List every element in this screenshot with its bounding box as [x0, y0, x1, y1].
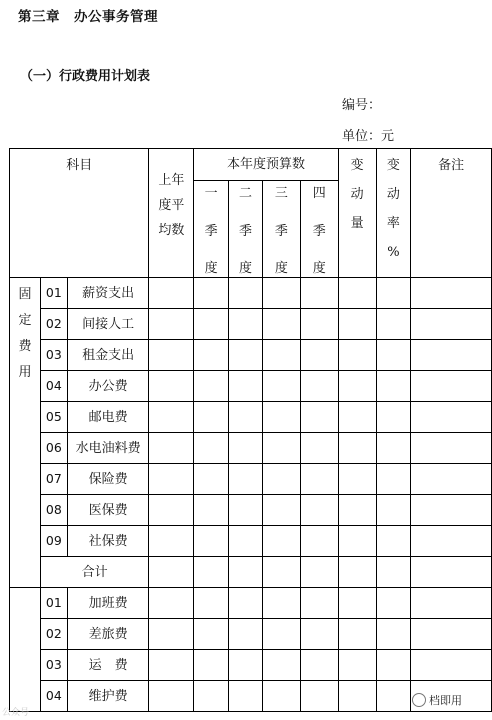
row-value-cell[interactable] [338, 588, 376, 619]
row-value-cell[interactable] [149, 526, 194, 557]
unit-label: 单位：元 [342, 129, 395, 144]
row-item-name: 办公费 [67, 371, 149, 402]
row-value-cell[interactable] [149, 681, 194, 712]
row-value-cell[interactable] [149, 371, 194, 402]
row-item-name: 医保费 [67, 495, 149, 526]
code-label: 编号： [342, 98, 382, 113]
row-number: 07 [40, 464, 67, 495]
row-value-cell[interactable] [194, 619, 229, 650]
row-value-cell[interactable] [229, 650, 263, 681]
row-number: 01 [40, 278, 67, 309]
row-number: 09 [40, 526, 67, 557]
row-item-name: 间接人工 [67, 309, 149, 340]
row-value-cell[interactable] [229, 309, 263, 340]
row-value-cell[interactable] [338, 340, 376, 371]
row-value-cell[interactable] [300, 278, 338, 309]
row-value-cell[interactable] [229, 433, 263, 464]
row-item-name: 运 费 [67, 650, 149, 681]
row-item-name: 差旅费 [67, 619, 149, 650]
row-value-cell[interactable] [194, 526, 229, 557]
watermark-right: 档即用 [412, 692, 462, 708]
subtotal-value-cell[interactable] [262, 557, 300, 588]
table-row [10, 495, 492, 526]
header-quarter-3: 三 季 度 [262, 181, 300, 278]
row-value-cell[interactable] [300, 495, 338, 526]
table-row [10, 371, 492, 402]
category-variable-costs [10, 588, 41, 712]
row-number: 01 [40, 588, 67, 619]
row-value-cell[interactable] [300, 526, 338, 557]
row-value-cell[interactable] [300, 371, 338, 402]
table-row [10, 433, 492, 464]
header-subject: 科目 [10, 149, 149, 278]
row-value-cell[interactable] [194, 371, 229, 402]
watermark-left: 公众号 [2, 708, 30, 718]
row-value-cell[interactable] [149, 402, 194, 433]
row-number: 03 [40, 650, 67, 681]
row-value-cell[interactable] [149, 340, 194, 371]
row-value-cell[interactable] [262, 681, 300, 712]
row-value-cell[interactable] [229, 681, 263, 712]
row-value-cell[interactable] [262, 464, 300, 495]
row-value-cell[interactable] [194, 278, 229, 309]
row-value-cell[interactable] [338, 464, 376, 495]
table-row [10, 402, 492, 433]
row-item-name: 水电油料费 [67, 433, 149, 464]
row-value-cell[interactable] [149, 619, 194, 650]
header-change-amount: 变 动 量 [338, 149, 376, 278]
row-value-cell[interactable] [411, 433, 492, 464]
row-value-cell[interactable] [229, 371, 263, 402]
row-value-cell[interactable] [194, 681, 229, 712]
row-value-cell[interactable] [194, 588, 229, 619]
row-value-cell[interactable] [262, 619, 300, 650]
row-value-cell[interactable] [229, 464, 263, 495]
table-row [10, 650, 492, 681]
subtotal-value-cell[interactable] [149, 557, 194, 588]
category-fixed-costs: 固 定 费 用 [10, 278, 41, 588]
subtotal-value-cell[interactable] [376, 557, 411, 588]
row-value-cell[interactable] [338, 402, 376, 433]
row-item-name: 加班费 [67, 588, 149, 619]
row-item-name: 社保费 [67, 526, 149, 557]
row-value-cell[interactable] [194, 464, 229, 495]
section-title: （一）行政费用计划表 [20, 69, 151, 84]
row-value-cell[interactable] [411, 526, 492, 557]
row-value-cell[interactable] [411, 619, 492, 650]
row-item-name: 保险费 [67, 464, 149, 495]
row-value-cell[interactable] [376, 588, 411, 619]
row-item-name: 薪资支出 [67, 278, 149, 309]
row-value-cell[interactable] [300, 619, 338, 650]
row-value-cell[interactable] [300, 588, 338, 619]
row-value-cell[interactable] [300, 340, 338, 371]
row-value-cell[interactable] [262, 402, 300, 433]
row-value-cell[interactable] [338, 526, 376, 557]
row-value-cell[interactable] [262, 433, 300, 464]
row-number: 04 [40, 371, 67, 402]
table-row [10, 526, 492, 557]
subtotal-value-cell[interactable] [229, 557, 263, 588]
row-value-cell[interactable] [149, 464, 194, 495]
row-value-cell[interactable] [229, 278, 263, 309]
row-value-cell[interactable] [229, 588, 263, 619]
row-value-cell[interactable] [229, 340, 263, 371]
row-value-cell[interactable] [376, 433, 411, 464]
header-budget-title: 本年度预算数 [194, 149, 338, 181]
row-value-cell[interactable] [149, 650, 194, 681]
row-value-cell[interactable] [194, 402, 229, 433]
row-value-cell[interactable] [262, 371, 300, 402]
row-value-cell[interactable] [300, 681, 338, 712]
row-value-cell[interactable] [262, 588, 300, 619]
subtotal-value-cell[interactable] [411, 557, 492, 588]
row-value-cell[interactable] [300, 402, 338, 433]
row-value-cell[interactable] [149, 588, 194, 619]
row-item-name: 租金支出 [67, 340, 149, 371]
row-value-cell[interactable] [376, 681, 411, 712]
header-remarks: 备注 [411, 149, 492, 278]
row-value-cell[interactable] [376, 371, 411, 402]
row-value-cell[interactable] [411, 371, 492, 402]
row-value-cell[interactable] [376, 278, 411, 309]
table-row [10, 309, 492, 340]
table-row [10, 278, 492, 309]
row-value-cell[interactable] [376, 340, 411, 371]
row-value-cell[interactable] [229, 402, 263, 433]
row-value-cell[interactable] [411, 278, 492, 309]
row-value-cell[interactable] [411, 464, 492, 495]
row-value-cell[interactable] [376, 650, 411, 681]
row-value-cell[interactable] [149, 278, 194, 309]
row-number: 03 [40, 340, 67, 371]
row-value-cell[interactable] [229, 526, 263, 557]
row-value-cell[interactable] [338, 495, 376, 526]
row-value-cell[interactable] [262, 495, 300, 526]
row-value-cell[interactable] [338, 278, 376, 309]
row-item-name: 维护费 [67, 681, 149, 712]
header-change-rate: 变 动 率 % [376, 149, 411, 278]
chapter-title: 第三章 办公事务管理 [18, 9, 158, 25]
header-quarter-2: 二 季 度 [229, 181, 263, 278]
row-value-cell[interactable] [376, 526, 411, 557]
row-value-cell[interactable] [262, 650, 300, 681]
row-value-cell[interactable] [411, 402, 492, 433]
row-value-cell[interactable] [376, 464, 411, 495]
row-value-cell[interactable] [338, 371, 376, 402]
row-value-cell[interactable] [338, 309, 376, 340]
row-value-cell[interactable] [376, 495, 411, 526]
row-number: 02 [40, 309, 67, 340]
row-value-cell[interactable] [300, 650, 338, 681]
row-value-cell[interactable] [411, 495, 492, 526]
row-value-cell[interactable] [229, 495, 263, 526]
row-number: 05 [40, 402, 67, 433]
row-number: 06 [40, 433, 67, 464]
row-value-cell[interactable] [262, 340, 300, 371]
row-value-cell[interactable] [262, 309, 300, 340]
row-value-cell[interactable] [262, 526, 300, 557]
row-number: 04 [40, 681, 67, 712]
row-value-cell[interactable] [338, 650, 376, 681]
subtotal-value-cell[interactable] [300, 557, 338, 588]
subtotal-value-cell[interactable] [338, 557, 376, 588]
row-value-cell[interactable] [194, 309, 229, 340]
row-value-cell[interactable] [338, 681, 376, 712]
row-value-cell[interactable] [300, 309, 338, 340]
row-value-cell[interactable] [300, 464, 338, 495]
row-value-cell[interactable] [411, 340, 492, 371]
expense-plan-table [9, 148, 492, 712]
row-value-cell[interactable] [411, 309, 492, 340]
row-item-name: 邮电费 [67, 402, 149, 433]
row-value-cell[interactable] [300, 433, 338, 464]
row-value-cell[interactable] [194, 495, 229, 526]
table-row [10, 340, 492, 371]
row-value-cell[interactable] [338, 619, 376, 650]
table-row [10, 619, 492, 650]
row-value-cell[interactable] [149, 309, 194, 340]
table-row [10, 464, 492, 495]
subtotal-value-cell[interactable] [194, 557, 229, 588]
subtotal-label: 合计 [40, 557, 149, 588]
row-value-cell[interactable] [262, 278, 300, 309]
header-row-1 [10, 149, 492, 181]
table-row [10, 588, 492, 619]
row-value-cell[interactable] [376, 619, 411, 650]
row-value-cell[interactable] [376, 309, 411, 340]
subtotal-row [10, 557, 492, 588]
row-value-cell[interactable] [194, 433, 229, 464]
row-number: 08 [40, 495, 67, 526]
header-quarter-4: 四 季 度 [300, 181, 338, 278]
wechat-icon [412, 693, 426, 707]
row-value-cell[interactable] [194, 650, 229, 681]
row-value-cell[interactable] [411, 650, 492, 681]
row-number: 02 [40, 619, 67, 650]
row-value-cell[interactable] [411, 588, 492, 619]
row-value-cell[interactable] [194, 340, 229, 371]
header-prev-year-avg: 上年 度平 均数 [149, 149, 194, 278]
row-value-cell[interactable] [149, 495, 194, 526]
row-value-cell[interactable] [229, 619, 263, 650]
header-quarter-1: 一 季 度 [194, 181, 229, 278]
row-value-cell[interactable] [376, 402, 411, 433]
row-value-cell[interactable] [338, 433, 376, 464]
row-value-cell[interactable] [149, 433, 194, 464]
